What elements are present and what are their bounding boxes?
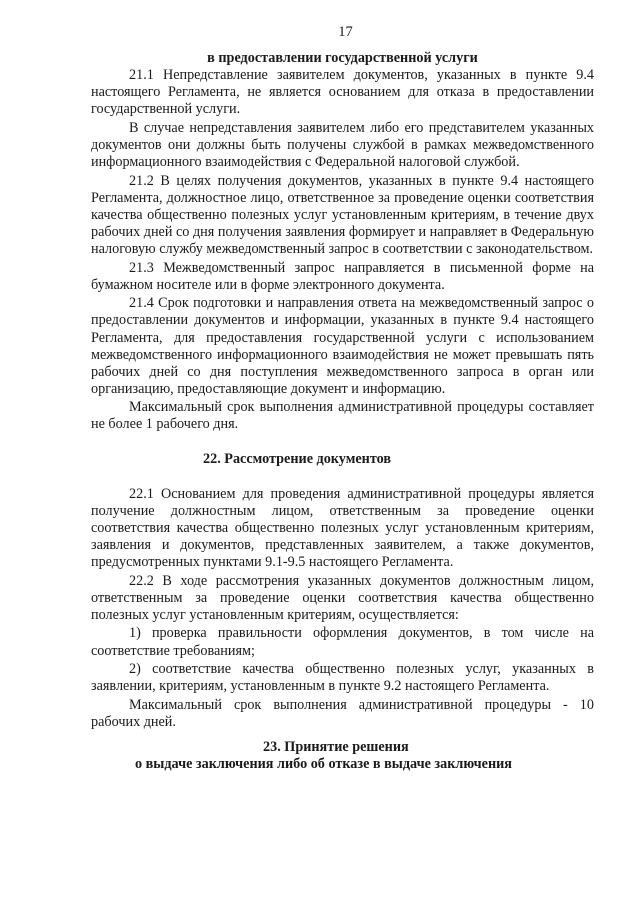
- section-21-heading-continuation: в предоставлении государственной услуги: [207, 50, 478, 66]
- section-21-body: [91, 67, 594, 433]
- paragraph-21-1-note: В случае непредставления заявителем либо его представителем указанных документов они должны быть получены службой в рамках межведомственного информационного взаимодействия с Федеральной налоговой службой.: [91, 119, 594, 171]
- paragraph-21-deadline: Максимальный срок выполнения административной процедуры составляет не более 1 рабочего дня.: [91, 399, 594, 433]
- paragraph-22-2: 22.2 В ходе рассмотрения указанных документов должностным лицом, ответственным за проведение оценки соответствия качества общественно полезных услуг установленным критериям, осуществляется:: [91, 572, 594, 623]
- paragraph-21-4: 21.4 Срок подготовки и направления ответа на межведомственный запрос о предоставлении документов и информации, указанных в пункте 9.4 настоящего Регламента, для предоставления государственной услуги с использованием межведомственного информационного взаимодействия не может превышать пять рабочих дней со дня поступления межведомственного запроса в орган или организацию, предоставляющие документ и информацию.: [91, 295, 594, 397]
- section-22-body: [91, 486, 594, 731]
- section-22-heading: 22. Рассмотрение документов: [203, 450, 392, 467]
- page-number: 17: [338, 24, 353, 40]
- paragraph-22-1: 22.1 Основанием для проведения административной процедуры является получение должностным лицом, ответственным за проведение оценки соответствия качества общественно полезных услуг установленным критериям, заявления и документов, представленных заявителем, а также документов, предусмотренных пунктами 9.1-9.5 настоящего Регламента.: [91, 485, 594, 571]
- paragraph-22-2-item-2: 2) соответствие качества общественно полезных услуг, указанных в заявлении, критериям, установленным в пункте 9.2 настоящего Регламента.: [91, 661, 594, 695]
- section-23-heading-line-2: о выдаче заключения либо об отказе в выдаче заключения: [135, 756, 512, 773]
- paragraph-21-2: 21.2 В целях получения документов, указанных в пункте 9.4 настоящего Регламента, должностное лицо, ответственное за проведение оценки соответствия качества общественно полезных услуг установленным критериям, в течение двух рабочих дней со дня получения заявления формирует и направляет в Федеральную налоговую службу межведомственный запрос в соответствии с законодательством.: [91, 172, 594, 258]
- section-23-heading-line-1: 23. Принятие решения: [263, 738, 409, 755]
- paragraph-22-2-item-1: 1) проверка правильности оформления документов, в том числе на соответствие требованиям;: [91, 625, 594, 659]
- paragraph-21-1: 21.1 Непредставление заявителем документов, указанных в пункте 9.4 настоящего Регламента, не является основанием для отказа в предоставлении государственной услуги.: [91, 67, 594, 118]
- paragraph-22-deadline: Максимальный срок выполнения административной процедуры - 10 рабочих дней.: [91, 696, 594, 730]
- paragraph-21-3: 21.3 Межведомственный запрос направляется в письменной форме на бумажном носителе или в форме электронного документа.: [91, 259, 594, 293]
